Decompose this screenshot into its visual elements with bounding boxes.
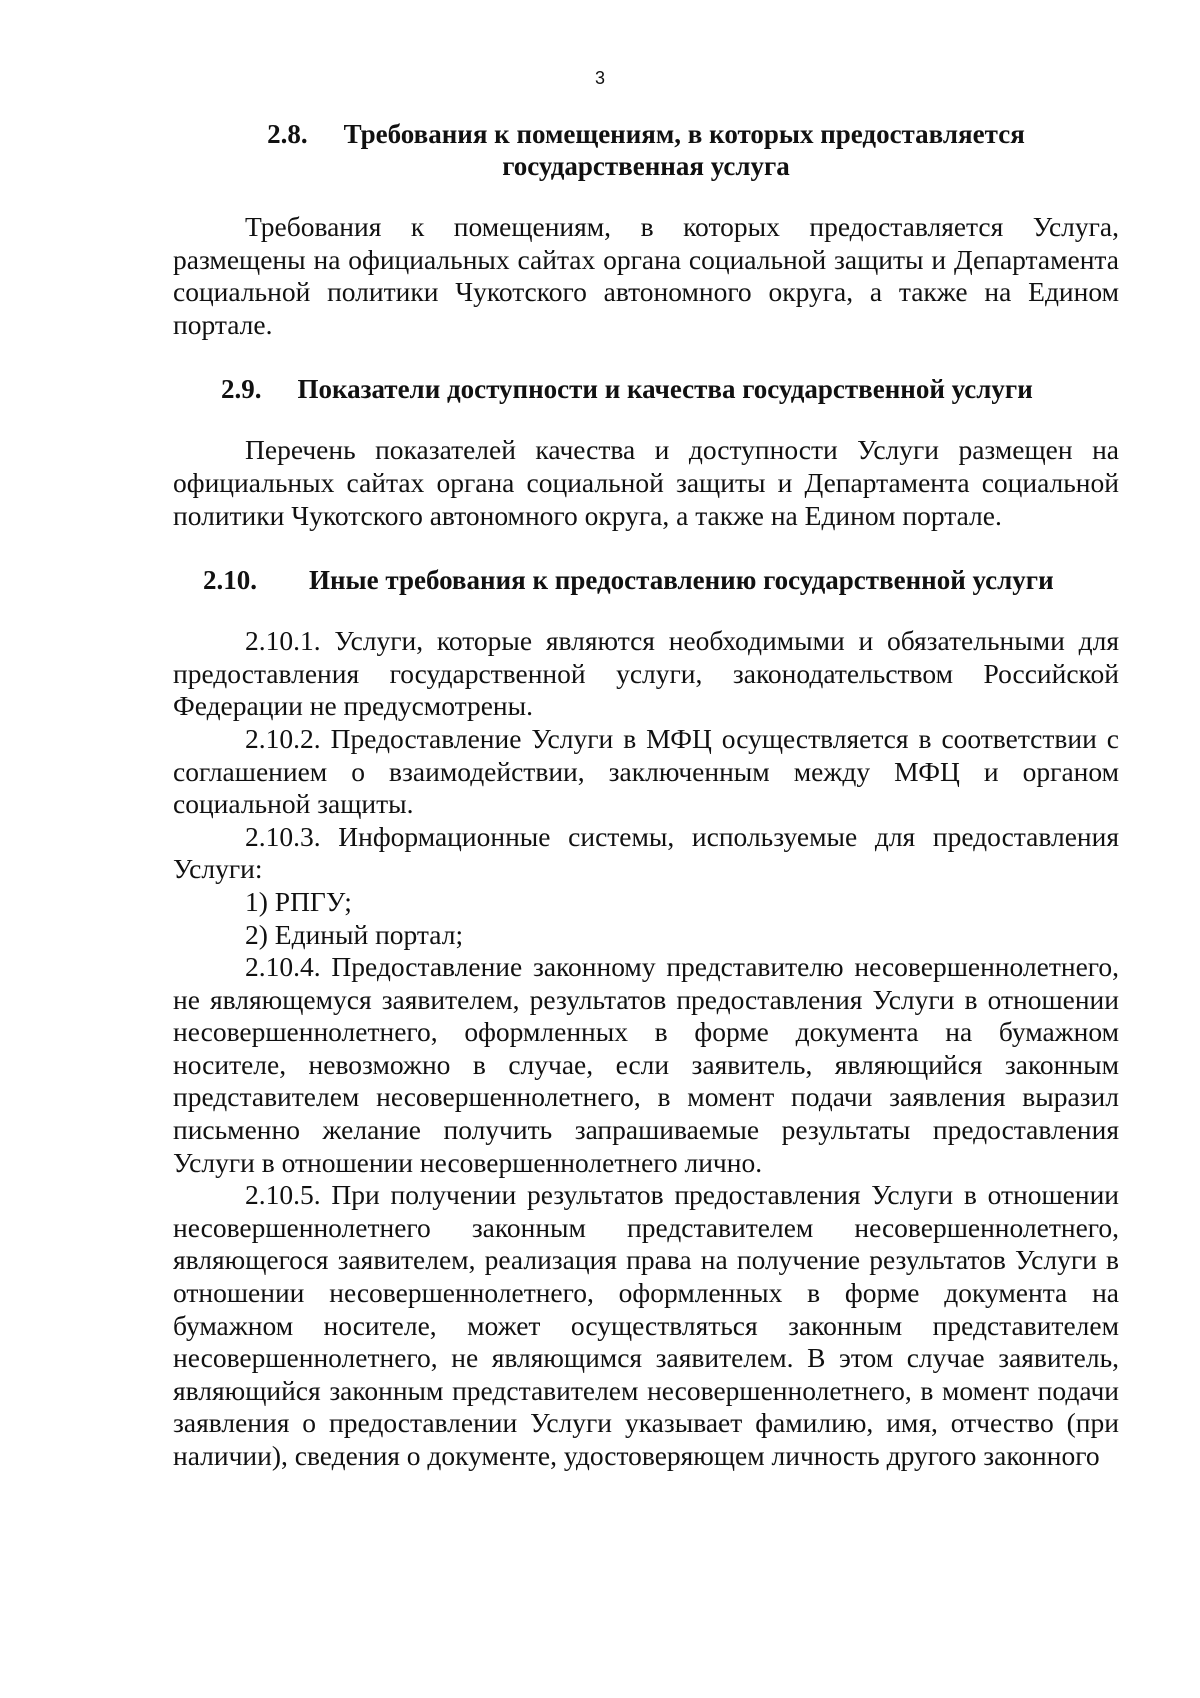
paragraph-2-10-2: 2.10.2. Предоставление Услуги в МФЦ осуществляется в соответствии с соглашением о взаимодействии, заключенным между МФЦ и органом социальной защиты. [173, 722, 1119, 820]
paragraph-2-10-5: 2.10.5. При получении результатов предоставления Услуги в отношении несовершеннолетнего законным представителем несовершеннолетнего, являющегося заявителем, реализация права на получение результатов Услуги в отношении несовершеннолетнего, оформленных в форме документа на бумажном носителе, может осуществляться законным представителем несовершеннолетнего, не являющимся заявителем. В этом случае заявитель, являющийся законным представителем несовершеннолетнего, в момент подачи заявления о предоставлении Услуги указывает фамилию, имя, отчество (при наличии), сведения о документе, удостоверяющем личность другого законного [173, 1179, 1119, 1471]
section-2-8-heading [173, 118, 1119, 182]
section-2-8-paragraph: Требования к помещениям, в которых предоставляется Услуга, размещены на официальных сайтах органа социальной защиты и Департамента социальной политики Чукотского автономного округа, а также на Едином портале. [173, 211, 1119, 340]
paragraph-2-10-4: 2.10.4. Предоставление законному представителю несовершеннолетнего, не являющемуся заявителем, результатов предоставления Услуги в отношении несовершеннолетнего, оформленных в форме документа на бумажном носителе, невозможно в случае, если заявитель, являющийся законным представителем несовершеннолетнего, в момент подачи заявления выразил письменно желание получить запрашиваемые результаты предоставления Услуги в отношении несовершеннолетнего лично. [173, 951, 1119, 1178]
section-2-8-title-line2: государственная услуга [502, 151, 790, 181]
list-item-rpgu: 1) РПГУ; [245, 885, 352, 917]
section-2-8-title-line1: Требования к помещениям, в которых предоставляется [343, 119, 1025, 149]
section-2-10-title: Иные требования к предоставлению государственной услуги [309, 565, 1054, 596]
section-2-9-heading [173, 373, 1119, 405]
section-2-9-title: Показатели доступности и качества государственной услуги [297, 374, 1033, 405]
list-item-portal: 2) Единый портал; [245, 918, 464, 950]
page-number: 3 [594, 68, 605, 88]
paragraph-2-10-1: 2.10.1. Услуги, которые являются необходимыми и обязательными для предоставления государственной услуги, законодательством Российской Федерации не предусмотрены. [173, 625, 1119, 722]
paragraph-2-10-3: 2.10.3. Информационные системы, используемые для предоставления Услуги: [173, 820, 1119, 885]
section-2-10-number: 2.10. [203, 565, 257, 596]
document-body [173, 118, 1119, 1473]
section-2-9-number: 2.9. [221, 374, 262, 405]
section-2-10-heading [173, 564, 1119, 596]
section-2-8-number: 2.8. [267, 119, 308, 149]
section-2-9-paragraph: Перечень показателей качества и доступности Услуги размещен на официальных сайтах органа социальной защиты и Департамента социальной политики Чукотского автономного округа, а также на Едином портале. [173, 434, 1119, 531]
